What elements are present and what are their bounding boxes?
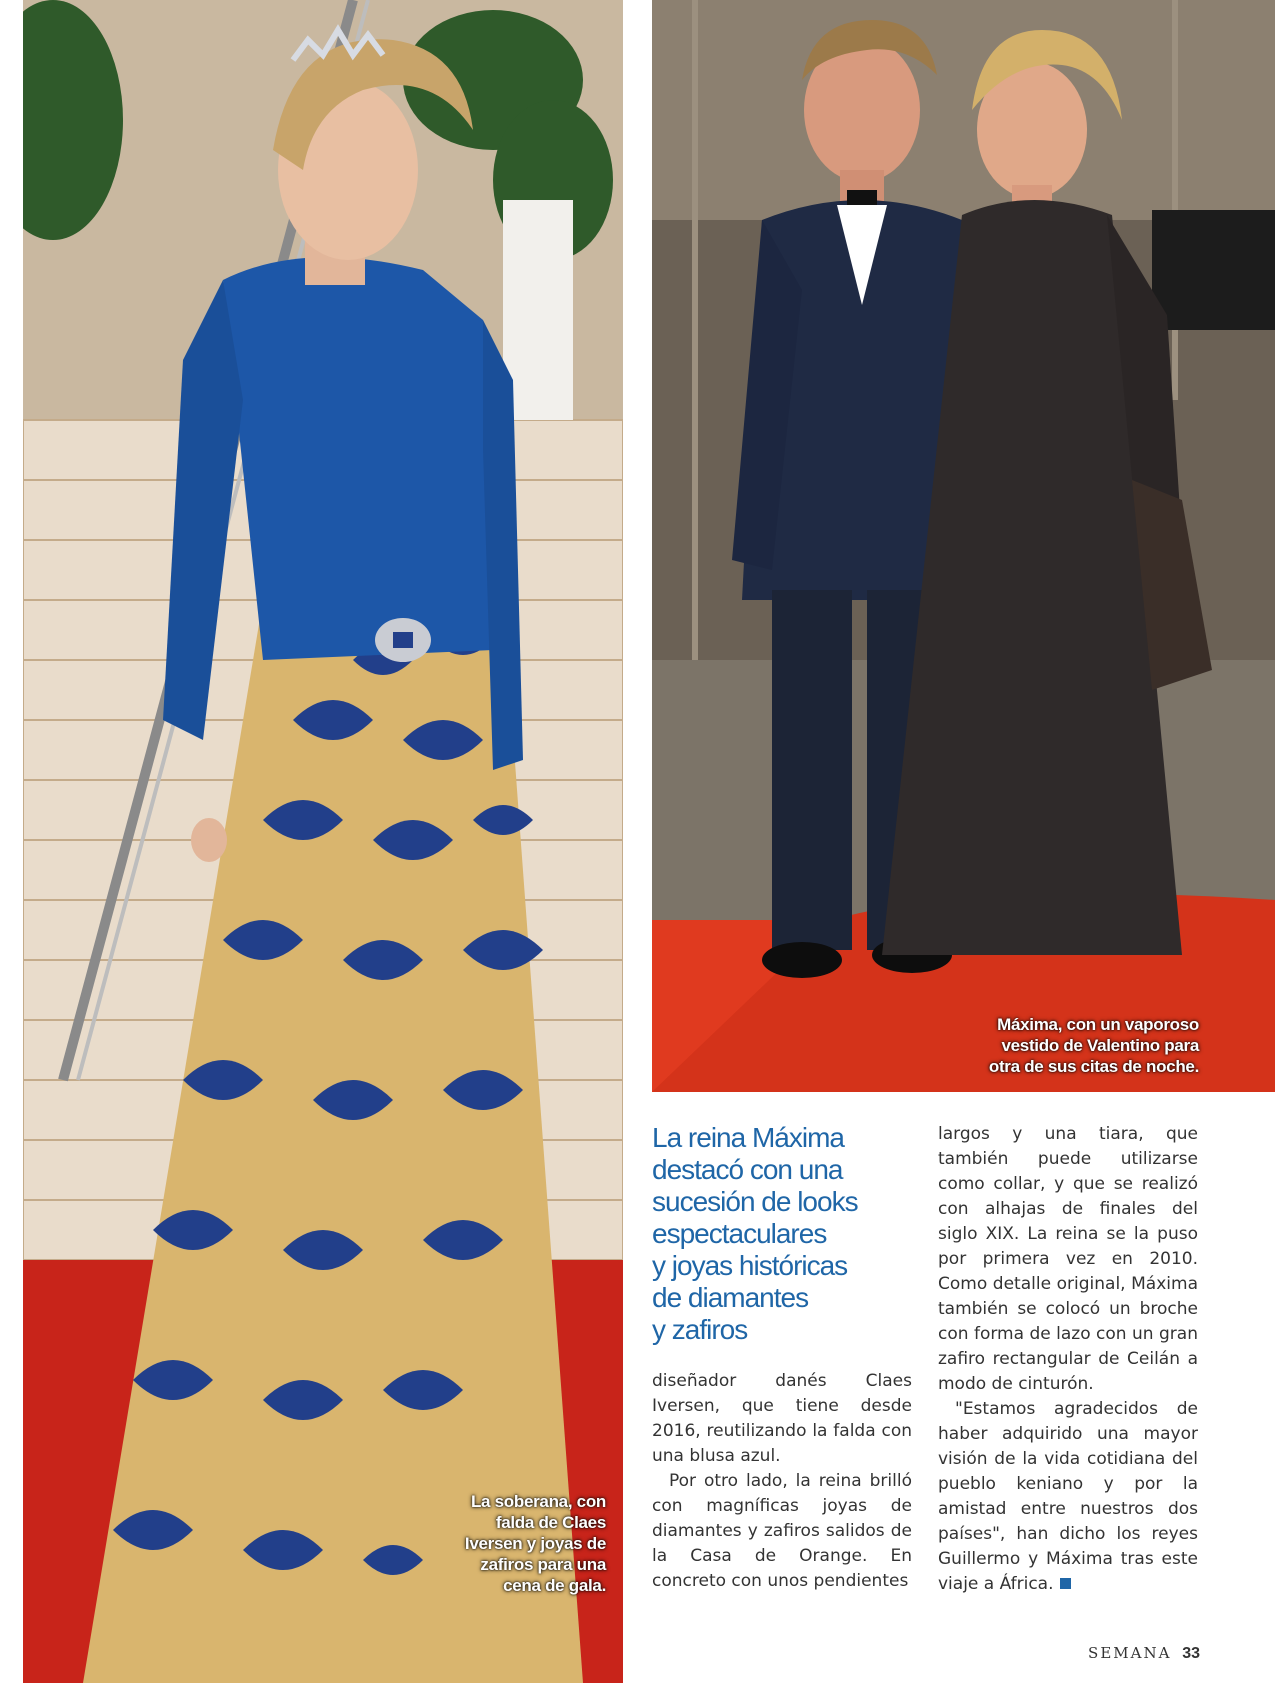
body-paragraph: Por otro lado, la reina brilló con magníficas joyas de diamantes y zafiros salidos de la Casa de Orange. En concreto con unos pendientes bbox=[652, 1471, 912, 1591]
body-paragraph: diseñador danés Claes Iversen, que tiene desde 2016, reutilizando la falda con una blusa azul. bbox=[652, 1371, 912, 1466]
caption-left: La soberana, con falda de Claes Iversen y joyas de zafiros para una cena de gala. bbox=[464, 1492, 606, 1595]
page-number: 33 bbox=[1182, 1645, 1200, 1662]
end-mark-icon bbox=[1060, 1578, 1071, 1589]
magazine-name: SEMANA bbox=[1088, 1644, 1172, 1662]
caption-right: Máxima, con un vaporoso vestido de Valentino para otra de sus citas de noche. bbox=[988, 1015, 1199, 1076]
photo-royal-couple bbox=[652, 0, 1275, 1092]
body-paragraph-text: "Estamos agradecidos de haber adquirido una mayor visión de la vida cotidiana del pueblo keniano y por la amistad entre nuestros dos países", han dicho los reyes Guillermo y Máxima tras este viaje a África. bbox=[938, 1399, 1198, 1594]
photo-left-illustration bbox=[23, 0, 623, 1683]
body-column-right bbox=[938, 1122, 1198, 1597]
body-paragraph: largos y una tiara, que también puede utilizarse como collar, y que se realizó con alhajas de finales del siglo XIX. La reina se la puso por primera vez en 2010. Como detalle original, Máxima también se colocó un broche con forma de lazo con un gran zafiro rectangular de Ceilán a modo de cinturón. bbox=[938, 1124, 1198, 1394]
photo-queen-gala-gown bbox=[23, 0, 623, 1683]
body-paragraph-last bbox=[938, 1397, 1198, 1597]
photo-right-illustration bbox=[652, 0, 1275, 1092]
article-headline: La reina Máxima destacó con una sucesión de looks espectaculares y joyas históricas de diamantes y zafiros bbox=[652, 1122, 858, 1345]
body-column-left bbox=[652, 1369, 912, 1594]
page-folio bbox=[1080, 1644, 1200, 1663]
